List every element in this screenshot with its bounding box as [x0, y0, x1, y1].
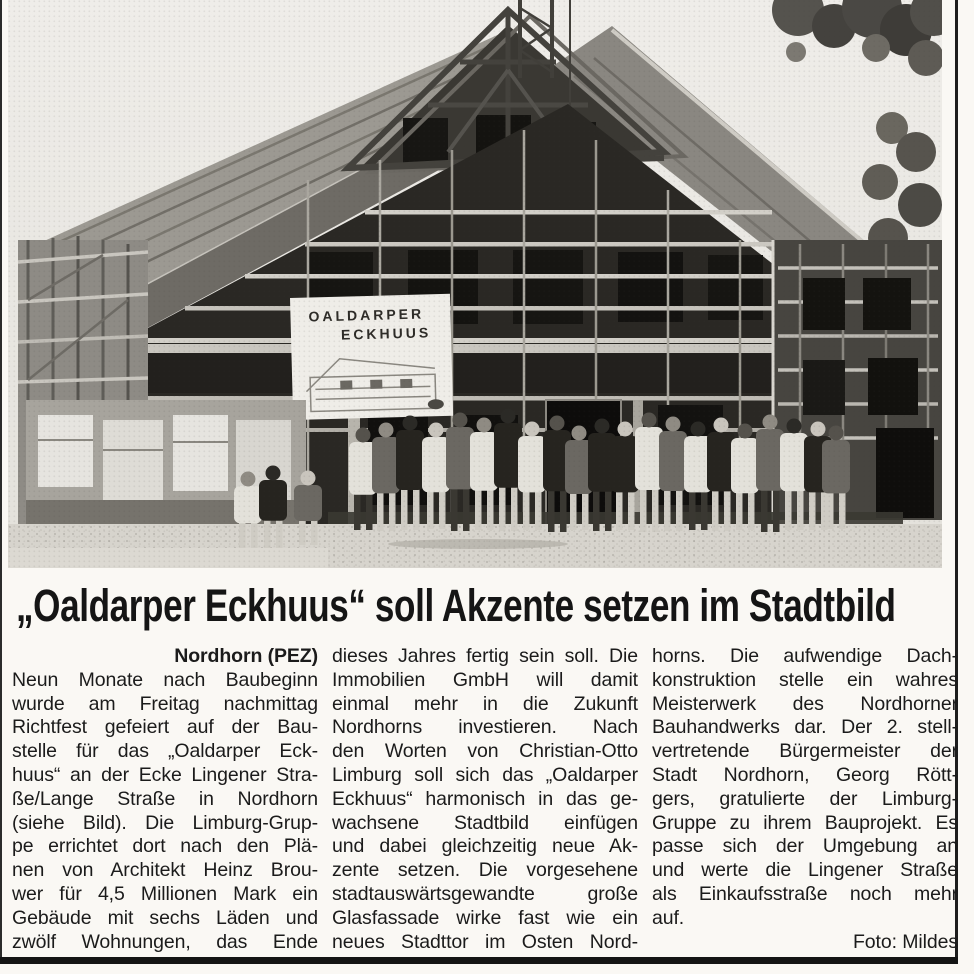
text-line: huus“ an der Ecke Lingener Stra- [12, 763, 318, 786]
text-line: Eckhuus“ harmonisch in das ge- [332, 787, 638, 810]
text-line: Immobilien GmbH will damit [332, 668, 638, 691]
text-line: als Einkaufsstraße noch mehr [652, 882, 958, 905]
article-column-2 [332, 645, 638, 954]
text-line: stadtauswärtsgewandte große [332, 882, 638, 905]
text-line: stelle für das „Oaldarper Eck- [12, 740, 318, 763]
text-line: zwölf Wohnungen, das Ende [12, 930, 318, 953]
headline: „Oaldarper Eckhuus“ soll Akzente setzen im Stadtbild [16, 580, 896, 631]
text-line: gers, gratulierte der Limburg- [652, 787, 958, 810]
article-column-3 [652, 645, 958, 954]
text-line: auf. [652, 906, 685, 929]
article-column-1 [12, 645, 318, 954]
text-line: den Worten von Christian-Otto [332, 740, 638, 763]
text-line: Nordhorn (PEZ) [174, 645, 318, 667]
text-line: und dabei gleichzeitig neue Ak- [332, 835, 638, 858]
text-line: Gruppe zu ihrem Bauprojekt. Es [652, 811, 958, 834]
text-line: konstruktion stelle ein wahres [652, 668, 958, 691]
text-line: passe sich der Umgebung an [652, 835, 958, 858]
text-line: pe errichtet dort nach den Plä- [12, 835, 318, 858]
text-line: einmal mehr in die Zukunft [332, 692, 638, 715]
text-line: horns. Die aufwendige Dach- [652, 645, 958, 667]
text-line: vertretende Bürgermeister der [652, 740, 958, 763]
banner-title-line2: ECKHUUS [340, 324, 432, 343]
halftone-overlay [8, 0, 942, 568]
text-line: Meisterwerk des Nordhorner [652, 692, 958, 715]
text-line: neues Stadttor im Osten Nord- [332, 930, 638, 953]
banner-title-line1: OALDARPER [308, 305, 425, 325]
text-line: dieses Jahres fertig sein soll. Die [332, 645, 638, 667]
text-line: ße/Lange Straße in Nordhorn [12, 787, 318, 810]
text-line: wachsene Stadtbild einfügen [332, 811, 638, 834]
text-line: Bauhandwerks dar. Der 2. stell- [652, 716, 958, 739]
text-line: und werte die Lingener Straße [652, 859, 958, 882]
text-line: Foto: Mildes [852, 930, 958, 953]
article-body [12, 645, 958, 954]
text-line: Gebäude mit sechs Läden und [12, 906, 318, 929]
text-line: nen von Architekt Heinz Brou- [12, 859, 318, 882]
text-line: Glasfassade wirke fast wie ein [332, 906, 638, 929]
border-rule-bottom [0, 957, 958, 964]
text-line: Limburg soll sich das „Oaldarper [332, 763, 638, 786]
border-rule-left [0, 0, 2, 963]
text-line: Richtfest gefeiert auf der Bau- [12, 716, 318, 739]
text-line: Stadt Nordhorn, Georg Rött- [652, 763, 958, 786]
text-line: wer für 4,5 Millionen Mark ein [12, 882, 318, 905]
text-line: wurde am Freitag nachmittag [12, 692, 318, 715]
text-line: (siehe Bild). Die Limburg-Grup- [12, 811, 318, 834]
construction-photo [8, 0, 942, 568]
text-line: Neun Monate nach Baubeginn [12, 668, 318, 691]
text-line: zente setzen. Die vorgesehene [332, 859, 638, 882]
text-line: Nordhorns investieren. Nach [332, 716, 638, 739]
